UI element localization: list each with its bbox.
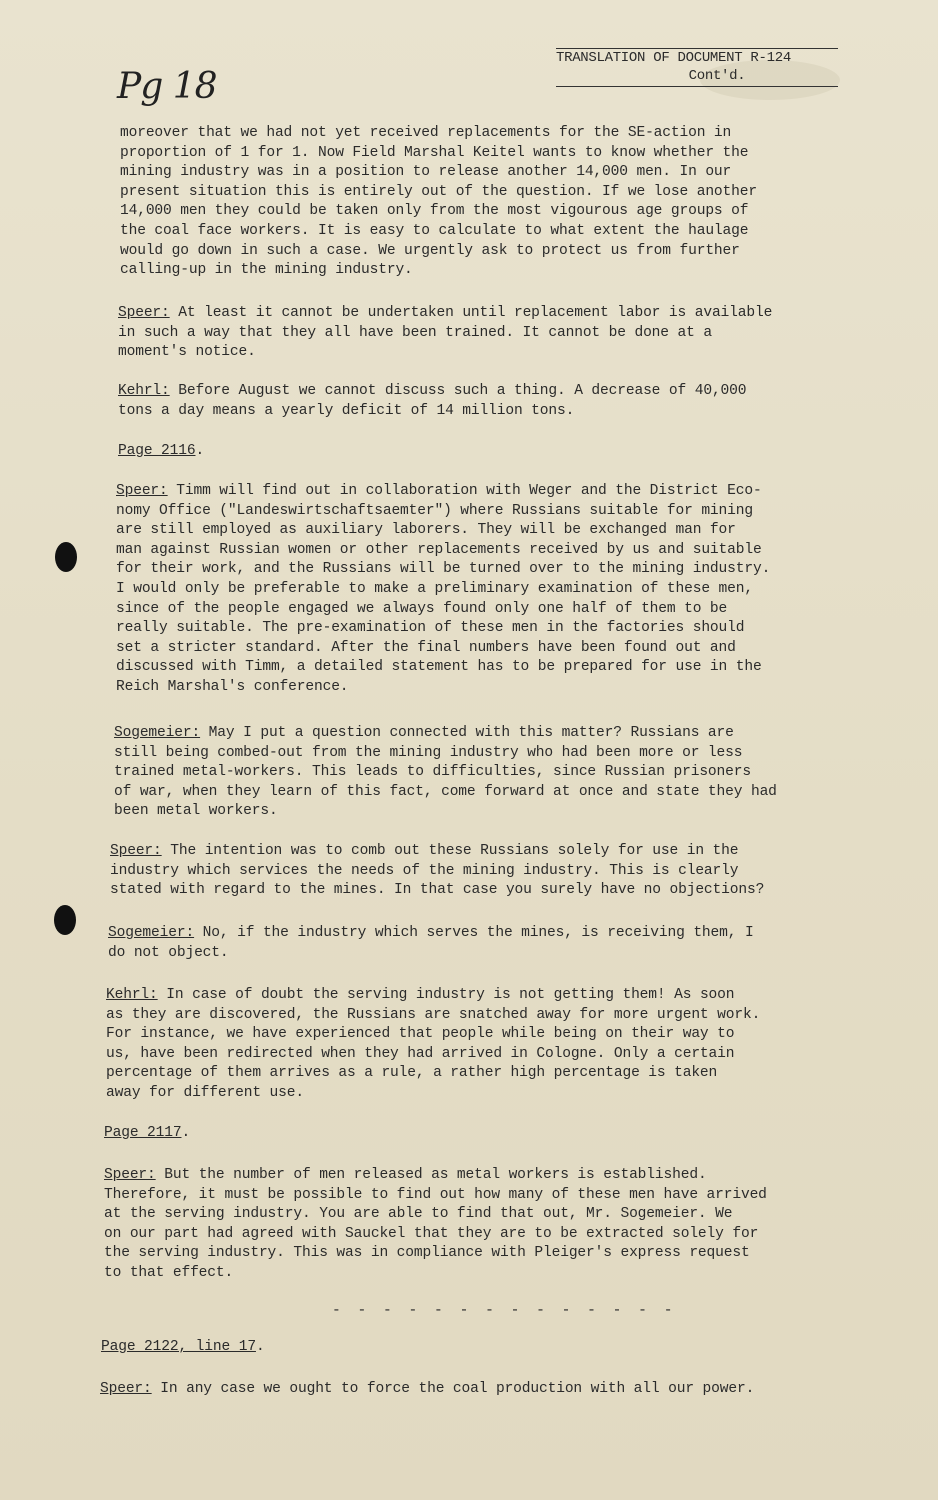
- paragraph-kehrl-2: [106, 986, 846, 1104]
- paragraph-text: But the number of men released as metal workers is established. Therefore, it must be possible to find out how many of these men have arrived at the serving industry. You are able to find that out, Mr. Sogemeier. We on our part had agreed with Sauckel that they are to be extracted solely for the serving industry. This was in compliance with Pleiger's express request to that effect.: [104, 1167, 767, 1281]
- paragraph-text: May I put a question connected with this matter? Russians are still being combed-out from the mining industry who had been more or less trained metal-workers. This leads to difficulties, since Russian prisoners of war, when they learn of this fact, come forward at once and state they had been metal workers.: [114, 725, 777, 820]
- speaker-label: Sogemeier:: [108, 925, 195, 941]
- paragraph-speer-3: [110, 842, 855, 901]
- speaker-label: Speer:: [116, 483, 168, 499]
- header-title: TRANSLATION OF DOCUMENT R-124: [556, 48, 838, 67]
- page-reference-2117: [104, 1124, 190, 1144]
- page-reference-label: Page 2122, line 17: [101, 1339, 256, 1355]
- page-reference-tail: .: [181, 1125, 191, 1141]
- paragraph-text: At least it cannot be undertaken until replacement labor is available in such a way that they all have been trained. It cannot be done at a moment's notice.: [118, 305, 773, 361]
- speaker-label: Speer:: [100, 1381, 152, 1397]
- paragraph-sogemeier-1: [114, 724, 859, 822]
- page-reference-2116: [118, 442, 204, 462]
- punch-hole: [54, 905, 76, 935]
- paragraph-text: In any case we ought to force the coal production with all our power.: [151, 1381, 755, 1397]
- speaker-label: Speer:: [104, 1167, 156, 1183]
- paragraph-continuation: moreover that we had not yet received replacements for the SE-action in proportion of 1 for 1. Now Field Marshal Keitel wants to know whether the mining industry was in a position to release another 14,000 men. In our present situation this is entirely out of the question. If we lose another 14,000 men they could be taken only from the most vigourous age groups of the coal face workers. It is easy to calculate to what extent the haulage would go down in such a case. We urgently ask to protect us from further calling-up in the mining industry.: [120, 125, 757, 279]
- speaker-label: Speer:: [118, 305, 170, 321]
- speaker-label: Speer:: [110, 843, 162, 859]
- document-header: [556, 48, 838, 87]
- page-reference-label: Page 2117: [104, 1125, 182, 1141]
- paragraph-speer-5: [100, 1380, 845, 1400]
- paragraph-text: Before August we cannot discuss such a thing. A decrease of 40,000 tons a day means a yearly deficit of 14 million tons.: [118, 383, 747, 419]
- paragraph-text: No, if the industry which serves the mines, is receiving them, I do not object.: [108, 925, 754, 961]
- paragraph-kehrl-1: [118, 382, 848, 421]
- page-reference-2122: [101, 1338, 265, 1358]
- paragraph-speer-1: [118, 304, 863, 363]
- speaker-label: Sogemeier:: [114, 725, 201, 741]
- speaker-label: Kehrl:: [106, 987, 158, 1003]
- page-reference-tail: .: [255, 1339, 265, 1355]
- punch-hole: [55, 542, 77, 572]
- header-continued: Cont'd.: [556, 67, 838, 87]
- paragraph-speer-2: [116, 482, 856, 698]
- paragraph-text: The intention was to comb out these Russians solely for use in the industry which services the needs of the mining industry. This is clearly stated with regard to the mines. In that case you surely have no objections?: [110, 843, 765, 899]
- paragraph-sogemeier-2: [108, 924, 848, 963]
- paragraph-text: In case of doubt the serving industry is not getting them! As soon as they are discovered, the Russians are snatched away for more urgent work. For instance, we have experienced that people while being on their way to us, have been redirected when they had arrived in Cologne. Only a certain percentage of them arrives as a rule, a rather high percentage is taken away for different use.: [106, 987, 761, 1101]
- handwritten-page-note: Pg 18: [117, 66, 217, 107]
- page-reference-label: Page 2116: [118, 443, 196, 459]
- paragraph-speer-4: [104, 1166, 849, 1284]
- paragraph-text: Timm will find out in collaboration with Weger and the District Eco- nomy Office ("Landeswirtschaftsaemter") where Russians suitable for mining are still employed as auxiliary laborers. They will be exchanged man for man against Russian women or other replacements received by us and suitable for their work, and the Russians will be turned over to the mining industry. I would only be preferable to make a preliminary examination of these men, since of the people engaged we always found only one half of them to be really suitable. The pre-examination of these men in the factories should set a stricter standard. After the final numbers have been found out and discussed with Timm, a detailed statement has to be prepared for use in the Reich Marshal's conference.: [116, 483, 771, 695]
- speaker-label: Kehrl:: [118, 383, 170, 399]
- page-reference-tail: .: [195, 443, 205, 459]
- section-divider: - - - - - - - - - - - - - -: [332, 1303, 677, 1319]
